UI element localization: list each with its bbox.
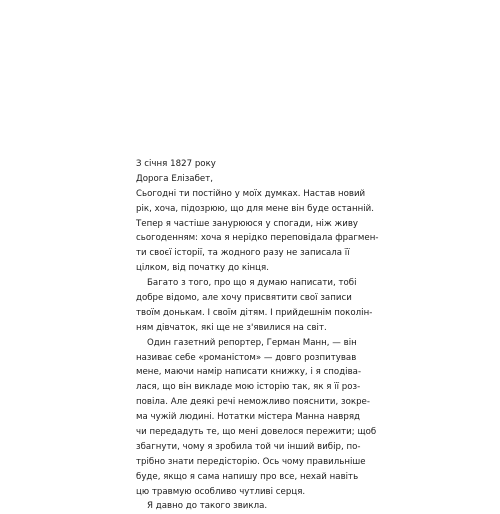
text-line: рік, хоча, підозрюю, що для мене він буде останній. <box>136 203 375 214</box>
letter-text <box>136 157 379 514</box>
text-line: буде, якщо я сама напишу про все, нехай навіть <box>136 471 359 482</box>
text-line: ма чужій людині. Нотатки містера Манна навряд <box>136 412 360 423</box>
text-line: мене, маючи намір написати книжку, і я сподіва- <box>136 367 362 378</box>
text-line: ти своєї історії, та жодного разу не записала її <box>136 248 350 259</box>
paragraph-start-line: Один газетний репортер, Герман Манн, — він <box>147 337 357 348</box>
text-line: Тепер я частіше занурююся у спогади, ніж живу <box>136 218 359 229</box>
text-line: Сьогодні ти постійно у моїх думках. Настав новий <box>136 188 366 199</box>
text-line: збагнути, чому я зробила той чи інший вибір, по- <box>136 441 361 452</box>
text-line: цю травмую особливо чутливі серця. <box>136 486 306 497</box>
text-line: трібно знати передісторію. Ось чому правильніше <box>136 456 366 467</box>
text-line: повіла. Але деякі речі неможливо пояснити, зокре- <box>136 397 370 408</box>
text-line: твоїм донькам. І своїм дітям. І прийдешнім поколін- <box>136 307 373 318</box>
text-line: цілком, від початку до кінця. <box>136 263 269 274</box>
paragraph-start-line: Я давно до такого звикла. <box>147 501 268 512</box>
text-line: сьогоденням: хоча я нерідко переповідала фрагмен- <box>136 233 379 244</box>
text-line: чи передадуть те, що мені довелося пережити; щоб <box>136 427 377 438</box>
letter-date: З січня 1827 року <box>136 159 216 169</box>
text-line: добре відомо, але хочу присвятити свої записи <box>136 293 352 304</box>
paragraph-start-line: Багато з того, про що я думаю написати, тобі <box>147 278 357 289</box>
text-line: лася, що він викладе мою історію так, як я її роз- <box>136 382 361 393</box>
text-line: називає себе «романістом» — довго розпитував <box>136 352 357 363</box>
letter-salutation: Дорога Елізабет, <box>136 173 213 184</box>
text-line: ням дівчаток, які ще не з'явилися на світ. <box>136 322 327 333</box>
